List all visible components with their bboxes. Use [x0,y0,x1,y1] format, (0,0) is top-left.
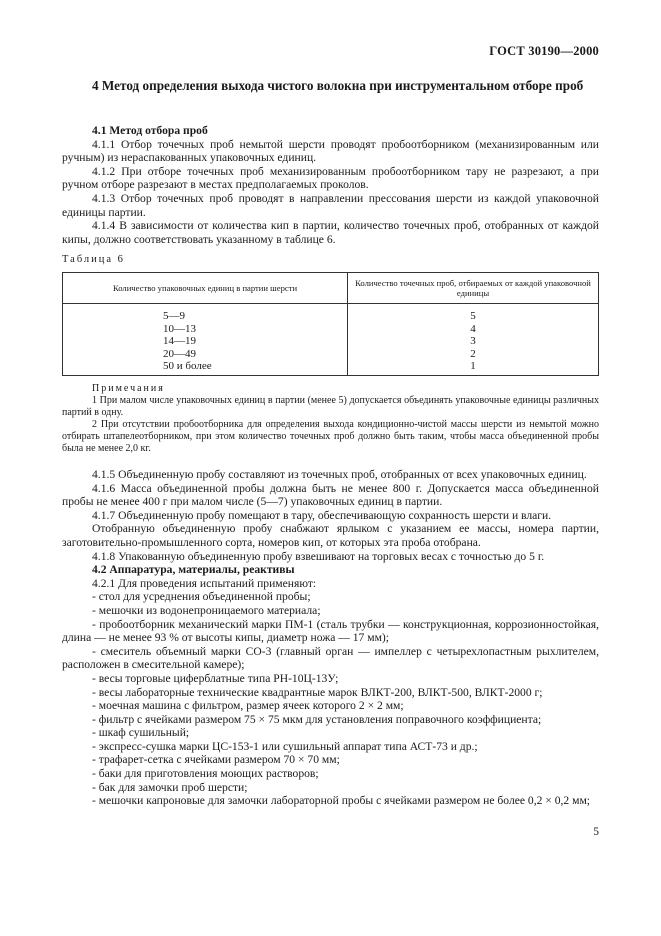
list-item: - стол для усреднения объединенной пробы; [92,590,311,604]
list-item: - весы лабораторные технические квадрантные марок ВЛКТ-200, ВЛКТ-500, ВЛКТ-2000 г; [92,685,543,699]
table-row [63,310,599,323]
table-cell-samples: 1 [348,360,599,375]
subsection-heading-4-1: 4.1 Метод отбора проб [92,124,208,137]
paragraph-4-1-2: 4.1.2 При отборе точечных проб механизированным пробоотборником тару не разрезают, а при ручном отборе разрезают в местах предполагаемых проколов. [62,164,599,192]
list-item: - мешочки капроновые для замочки лабораторной пробы с ячейками размером не более 0,2 × 0,2 мм; [92,794,591,808]
paragraph-4-1-7: 4.1.7 Объединенную пробу помещают в тару, обеспечивающую сохранность шерсти и влаги. [92,508,552,522]
section-continued [62,465,599,808]
table-row [63,335,599,348]
table-caption: Таблица 6 [62,254,125,265]
table-row [63,360,599,375]
table-cell-samples: 4 [348,323,599,336]
table-notes [62,383,599,456]
paragraph-4-1-1: 4.1.1 Отбор точечных проб немытой шерсти проводят пробоотборником (механизированным или ручным) из нераспакованных упаковочных единиц. [62,137,599,165]
list-item: - смеситель объемный марки СО-3 (главный орган — импеллер с четырехлопастным рыхлителем, расположен в смесительной камере); [62,644,599,672]
paragraph-4-1-3: 4.1.3 Отбор точечных проб проводят в направлении прессования шерсти из каждой упаковочной единицы партии. [62,191,599,219]
note-2: 2 При отсутствии пробоотборника для определения выхода кондиционно-чистой массы шерсти из немытой можно отбирать штапелеотборником, при этом количество точечных проб должно быть таким, чтобы масса объединенной пробы была не менее 2,0 кг. [62,419,599,455]
table-cell-count-range: 10—13 [63,323,348,336]
list-item: - мешочки из водонепроницаемого материала; [92,603,321,617]
paragraph-4-2-1: 4.2.1 Для проведения испытаний применяют: [92,576,317,590]
table-6 [62,272,599,376]
list-item: - бак для замочки проб шерсти; [92,780,248,794]
list-item: - моечная машина с фильтром, размер ячеек которого 2 × 2 мм; [92,699,404,713]
notes-title: Примечания [92,383,165,394]
table-cell-count-range: 50 и более [63,360,348,375]
section-4-1 [62,124,599,246]
list-item: - трафарет-сетка с ячейками размером 70 × 70 мм; [92,753,340,767]
section-title-text: 4 Метод определения выхода чистого волокна при инструментальном отборе проб [92,78,584,93]
list-item: - шкаф сушильный; [92,726,190,740]
paragraph-4-1-5: 4.1.5 Объединенную пробу составляют из точечных проб, отобранных от всех упаковочных единиц. [92,468,587,481]
paragraph-4-1-4: 4.1.4 В зависимости от количества кип в партии, количество точечных проб, отобранных от каждой кипы, должно соответствовать указанному в таблице 6. [62,219,599,246]
paragraph-4-1-8: 4.1.8 Упакованную объединенную пробу взвешивают на торговых весах с точностью до 5 г. [92,549,545,563]
table-header-row [63,273,599,304]
subsection-heading-4-2: 4.2 Аппаратура, материалы, реактивы [92,563,295,577]
table-cell-samples: 2 [348,348,599,361]
table-header-col2: Количество точечных проб, отбираемых от каждой упаковочной единицы [348,273,599,304]
table-cell-count-range: 5—9 [63,310,348,323]
table-cell-count-range: 20—49 [63,348,348,361]
list-item: - экспресс-сушка марки ЦС-153-1 или сушильный аппарат типа АСТ-73 и др.; [92,739,478,753]
list-item: - пробоотборник механический марки ПМ-1 (сталь трубки — конструкционная, коррозионностойкая, длина — не менее 93 % от высоты кипы, диаметр ножа — 17 мм); [62,617,599,645]
note-1: 1 При малом числе упаковочных единиц в партии (менее 5) допускается объединять упаковочные единицы различных партий в одну. [62,395,599,419]
section-title [62,78,599,94]
standard-header: ГОСТ 30190—2000 [489,44,599,58]
list-item: - весы торговые циферблатные типа РН-10Ц-13У; [92,671,339,685]
list-item: - баки для приготовления моющих растворов; [92,767,319,781]
list-item: - фильтр с ячейками размером 75 × 75 мкм для установления поправочного коэффициента; [92,712,542,726]
table-row [63,323,599,336]
table-header-col1: Количество упаковочных единиц в партии шерсти [63,273,348,304]
table-cell-samples: 3 [348,335,599,348]
paragraph-4-1-6: 4.1.6 Масса объединенной пробы должна быть не менее 800 г. Допускается масса объединенной пробы не менее 400 г при малом числе (5—7) упаковочных единиц в партии. [62,481,599,509]
paragraph-label-note: Отобранную объединенную пробу снабжают ярлыком с указанием ее массы, номера партии, заготовительно-промышленного сорта, номеров кип, от которых эта проба отобрана. [62,522,599,549]
table-row [63,348,599,361]
table-cell-count-range: 14—19 [63,335,348,348]
table-cell-samples: 5 [348,310,599,323]
page-number: 5 [593,826,599,838]
